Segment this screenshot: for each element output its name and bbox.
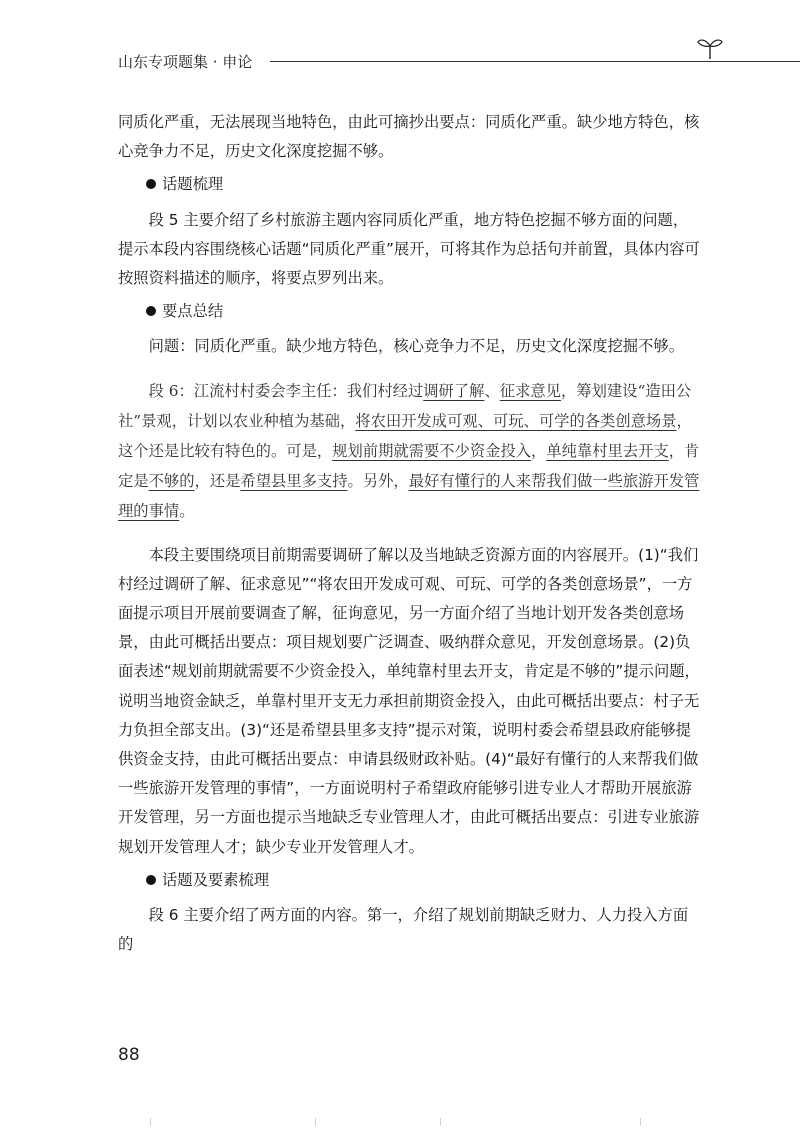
bullet-icon xyxy=(146,306,156,316)
scan-mark xyxy=(640,1118,641,1126)
quote-text: 段 6：江流村村委会李主任：我们村经过 xyxy=(148,381,424,400)
quote-text: ， xyxy=(531,442,547,461)
section-heading-topic-elements xyxy=(118,866,700,895)
underlined-text: 将农田开发成可观、可玩、可学的各类创意场景 xyxy=(355,411,677,430)
paragraph-summary: 问题：同质化严重。缺少地方特色，核心竞争力不足，历史文化深度挖掘不够。 xyxy=(148,337,684,356)
quote-text: 。另外， xyxy=(347,472,409,491)
section-heading-topic xyxy=(118,170,700,199)
bullet-label: 话题及要素梳理 xyxy=(162,870,270,889)
underlined-text: 规划前期就需要不少资金投入 xyxy=(332,442,532,461)
underlined-text: 不够的 xyxy=(148,472,195,491)
underlined-text: 最好有懂行的人来帮我们做一些旅游开发管理的事情 xyxy=(118,472,700,521)
bullet-icon xyxy=(146,179,156,189)
scan-mark xyxy=(440,1118,441,1126)
bullet-label: 话题梳理 xyxy=(162,175,224,194)
quote-text: ，筹划建设“造田公社”景观，计划以农业种植为基础， xyxy=(118,381,692,430)
paragraph-analysis-6: 本段主要围绕项目前期需要调研了解以及当地缺乏资源方面的内容展开。(1)“我们村经过调研了解、征求意见”“将农田开发成可观、可玩、可学的各类创意场景”，一方面提示项目开展前要调查了解，征询意见，另一方面介绍了当地计划开发各类创意场景，由此可概括出要点：项目规划要广泛调查、吸纳群众意见，开发创意场景。(2)负面表述“规划前期就需要不少资金投入，单纯靠村里去开支，肯定是不够的”提示问题，说明当地资金缺乏，单靠村里开支无力承担前期资金投入，由此可概括出要点：村子无力负担全部支出。(3)“还是希望县里多支持”提示对策，说明村委会希望县政府能够提供资金支持，由此可概括出要点：申请县级财政补贴。(4)“最好有懂行的人来帮我们做一些旅游开发管理的事情”，一方面说明村子希望政府能够引进专业人才帮助开展旅游开发管理，另一方面也提示当地缺乏专业管理人才，由此可概括出要点：引进专业旅游规划开发管理人才；缺少专业开发管理人才。 xyxy=(118,545,700,856)
running-header xyxy=(118,48,718,72)
scan-mark xyxy=(150,1118,151,1126)
paragraph-analysis-5: 段 5 主要介绍了乡村旅游主题内容同质化严重，地方特色挖掘不够方面的问题，提示本段内容围绕核心话题“同质化严重”展开，可将其作为总括句并前置，具体内容可按照资料描述的顺序，将要点罗列出来。 xyxy=(118,210,700,288)
quote-text: ，还是 xyxy=(194,472,241,491)
bullet-label: 要点总结 xyxy=(162,302,224,321)
underlined-text: 单纯靠村里去开支 xyxy=(546,442,669,461)
scan-mark xyxy=(315,1118,316,1126)
underlined-text: 希望县里多支持 xyxy=(240,472,348,491)
bullet-icon xyxy=(146,875,156,885)
source-quote-paragraph-6 xyxy=(118,376,700,527)
quote-text: 。 xyxy=(179,502,195,521)
header-title: 山东专项题集 · 申论 xyxy=(118,53,253,71)
quote-text: ，这个还是比较有特色的。可是， xyxy=(118,411,692,461)
section-heading-summary xyxy=(118,297,700,326)
underlined-text: 征求意见 xyxy=(499,381,561,400)
page-content xyxy=(118,108,700,959)
paragraph-topic-6: 段 6 主要介绍了两方面的内容。第一，介绍了规划前期缺乏财力、人力投入方面的 xyxy=(118,906,689,954)
quote-text: 、 xyxy=(484,381,500,400)
header-rule xyxy=(270,61,800,62)
paragraph-continued: 同质化严重，无法展现当地特色，由此可摘抄出要点：同质化严重。缺少地方特色，核心竞争力不足，历史文化深度挖掘不够。 xyxy=(118,113,700,161)
underlined-text: 调研了解 xyxy=(423,381,485,400)
leaf-sprout-icon xyxy=(696,33,724,61)
quote-text: ，肯定是 xyxy=(118,442,700,491)
page-number: 88 xyxy=(118,1045,140,1065)
